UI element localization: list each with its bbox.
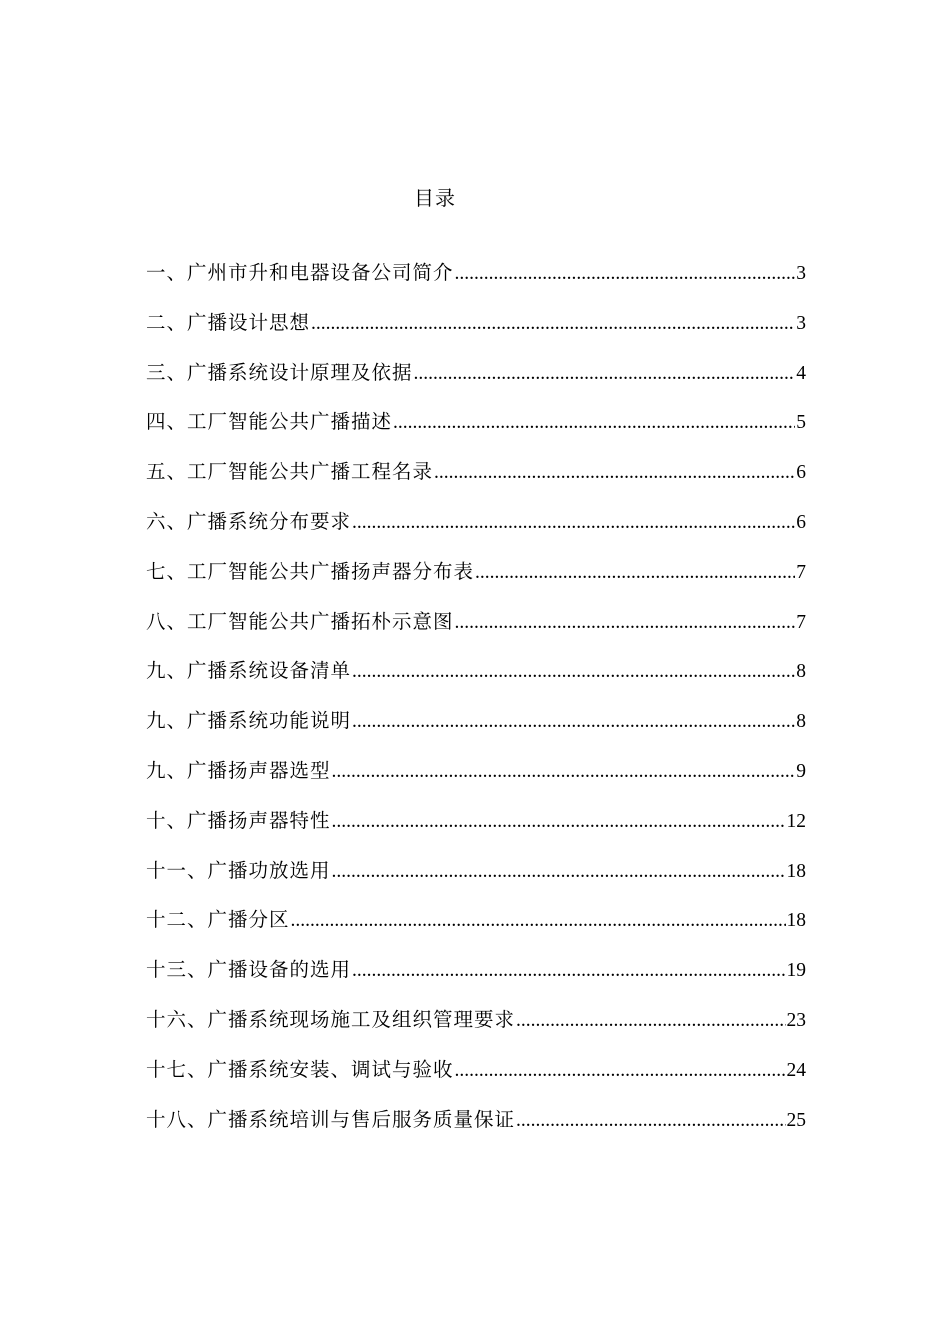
toc-entry-label: 八、工厂智能公共广播拓朴示意图 <box>146 611 454 633</box>
toc-page-number: 19 <box>786 960 806 982</box>
toc-page-number: 7 <box>796 611 806 633</box>
toc-dot-leader <box>475 557 795 589</box>
toc-entry[interactable] <box>146 607 806 657</box>
toc-entry-label: 七、工厂智能公共广播扬声器分布表 <box>146 561 475 583</box>
toc-entry[interactable] <box>146 1005 806 1055</box>
toc-dot-leader <box>455 607 796 639</box>
toc-entry-label: 六、广播系统分布要求 <box>146 511 352 533</box>
toc-dot-leader <box>352 656 795 688</box>
toc-page-number: 6 <box>796 511 806 533</box>
toc-entry[interactable] <box>146 557 806 607</box>
toc-page-number: 3 <box>796 312 806 334</box>
toc-entry[interactable] <box>146 905 806 955</box>
toc-entry-label: 十八、广播系统培训与售后服务质量保证 <box>146 1109 516 1131</box>
toc-page-number: 18 <box>786 860 806 882</box>
toc-entry[interactable] <box>146 308 806 358</box>
toc-page-number: 9 <box>796 760 806 782</box>
toc-entry-label: 十三、广播设备的选用 <box>146 960 352 982</box>
toc-entry[interactable] <box>146 706 806 756</box>
toc-dot-leader <box>311 308 795 340</box>
toc-entry-label: 十、广播扬声器特性 <box>146 810 331 832</box>
toc-page-number: 6 <box>796 462 806 484</box>
toc-page-number: 12 <box>786 810 806 832</box>
toc-entry-label: 五、工厂智能公共广播工程名录 <box>146 462 434 484</box>
toc-title: 目录 <box>414 188 456 210</box>
toc-entry-label: 九、广播系统功能说明 <box>146 711 352 733</box>
toc-page-number: 8 <box>796 661 806 683</box>
toc-entry[interactable] <box>146 1055 806 1105</box>
toc-dot-leader <box>332 806 786 838</box>
toc-page-number: 5 <box>796 412 806 434</box>
toc-dot-leader <box>332 856 786 888</box>
toc-entry-label: 十七、广播系统安装、调试与验收 <box>146 1059 454 1081</box>
toc-page-number: 18 <box>786 910 806 932</box>
toc-dot-leader <box>332 756 796 788</box>
toc-page-number: 8 <box>796 711 806 733</box>
toc-page-number: 24 <box>786 1059 806 1081</box>
toc-entry-label: 三、广播系统设计原理及依据 <box>146 362 413 384</box>
toc-entry[interactable] <box>146 756 806 806</box>
toc-entry[interactable] <box>146 1105 806 1155</box>
toc-entry-label: 十二、广播分区 <box>146 910 290 932</box>
toc-dot-leader <box>414 358 796 390</box>
toc-page-number: 3 <box>796 263 806 284</box>
table-of-contents <box>146 258 806 1154</box>
toc-page-number: 23 <box>786 1009 806 1031</box>
toc-page-number: 4 <box>796 362 806 384</box>
toc-dot-leader <box>393 407 795 439</box>
toc-dot-leader <box>434 457 795 489</box>
toc-dot-leader <box>516 1105 785 1137</box>
toc-dot-leader <box>516 1005 785 1037</box>
toc-entry-label: 十一、广播功放选用 <box>146 860 331 882</box>
toc-dot-leader <box>352 955 785 987</box>
toc-entry[interactable] <box>146 806 806 856</box>
toc-dot-leader <box>455 1055 786 1087</box>
toc-entry-label: 四、工厂智能公共广播描述 <box>146 412 393 434</box>
toc-entry[interactable] <box>146 507 806 557</box>
toc-dot-leader <box>291 905 786 937</box>
toc-dot-leader <box>352 507 795 539</box>
toc-entry-label: 十六、广播系统现场施工及组织管理要求 <box>146 1009 516 1031</box>
toc-entry[interactable] <box>146 358 806 408</box>
toc-dot-leader <box>352 706 795 738</box>
toc-entry-label: 一、广州市升和电器设备公司简介 <box>146 263 454 284</box>
toc-page-number: 25 <box>786 1109 806 1131</box>
toc-page-number: 7 <box>796 561 806 583</box>
toc-entry[interactable] <box>146 656 806 706</box>
toc-entry-label: 九、广播扬声器选型 <box>146 760 331 782</box>
toc-entry-label: 九、广播系统设备清单 <box>146 661 352 683</box>
toc-dot-leader <box>455 258 796 290</box>
toc-entry[interactable] <box>146 856 806 906</box>
toc-entry[interactable] <box>146 407 806 457</box>
toc-entry[interactable] <box>146 457 806 507</box>
toc-entry[interactable] <box>146 258 806 308</box>
toc-entry-label: 二、广播设计思想 <box>146 312 311 334</box>
toc-entry[interactable] <box>146 955 806 1005</box>
